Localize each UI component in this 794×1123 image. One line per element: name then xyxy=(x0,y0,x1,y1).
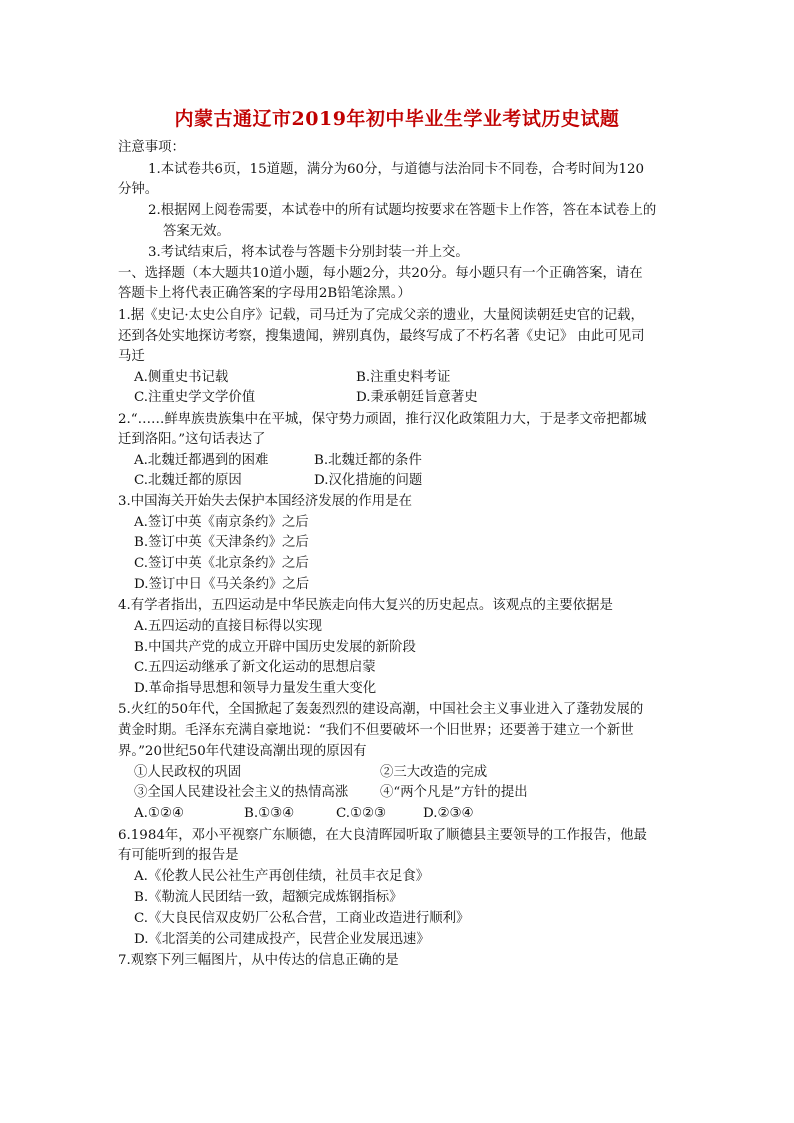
question-3-option-d: D.签订中日《马关条约》之后 xyxy=(134,577,310,592)
question-4-option-c: C.五四运动继承了新文化运动的思想启蒙 xyxy=(134,660,376,675)
question-2-stem-line-1: 2.“……鲜卑族贵族集中在平城，保守势力顽固，推行汉化政策阻力大，于是孝文帝把都城 xyxy=(118,412,647,427)
question-4-option-b: B.中国共产党的成立开辟中国历史发展的新阶段 xyxy=(134,640,416,655)
question-3-option-b: B.签订中英《天津条约》之后 xyxy=(134,535,309,550)
question-3-option-c: C.签订中英《北京条约》之后 xyxy=(134,556,309,571)
question-5-option-c: C.①②③ xyxy=(336,806,387,821)
question-2-option-c: C.北魏迁都的原因 xyxy=(134,473,242,488)
section-1-heading-line-2: 答题卡上将代表正确答案的字母用2B铅笔涂黑。） xyxy=(118,286,411,301)
question-5-statement-4: ④“两个凡是”方针的提出 xyxy=(380,785,528,800)
question-6-option-c: C.《大良民信双皮奶厂公私合营，工商业改造进行顺利》 xyxy=(134,911,470,926)
question-4-stem: 4.有学者指出，五四运动是中华民族走向伟大复兴的历史起点。该观点的主要依据是 xyxy=(118,598,613,613)
question-1-stem-line-2: 还到各处实地探访考察，搜集遗闻，辨别真伪，最终写成了不朽名著《史记》 由此可见司 xyxy=(118,329,645,344)
notice-heading: 注意事项： xyxy=(118,140,185,155)
question-3-stem: 3.中国海关开始失去保护本国经济发展的作用是在 xyxy=(118,494,412,509)
notice-item-2-line-1: 2.根据网上阅卷需要，本试卷中的所有试题均按要求在答题卡上作答，答在本试卷上的 xyxy=(148,203,657,218)
question-3-option-a: A.签订中英《南京条约》之后 xyxy=(134,515,309,530)
question-5-stem-line-2: 黄金时期。毛泽东充满自豪地说：“我们不但要破坏一个旧世界；还要善于建立一个新世 xyxy=(118,723,634,738)
question-2-stem-line-2: 迁到洛阳。”这句话表达了 xyxy=(118,432,266,447)
question-5-statement-1: ①人民政权的巩固 xyxy=(134,765,242,780)
notice-item-3: 3.考试结束后，将本试卷与答题卡分别封装一并上交。 xyxy=(148,245,469,260)
question-2-option-a: A.北魏迁都遇到的困难 xyxy=(134,453,269,468)
question-1-option-a: A.侧重史书记载 xyxy=(134,370,229,385)
question-6-option-b: B.《勒流人民团结一致，超额完成炼钢指标》 xyxy=(134,890,403,905)
question-6-stem-line-1: 6.1984年，邓小平视察广东顺德，在大良清晖园听取了顺德县主要领导的工作报告，他最 xyxy=(118,828,647,843)
question-1-stem-line-1: 1.据《史记·太史公自序》记载，司马迁为了完成父亲的遗业，大量阅读朝廷史官的记载， xyxy=(118,308,644,323)
section-1-heading-line-1: 一、选择题（本大题共10道小题，每小题2分，共20分。每小题只有一个正确答案，请在 xyxy=(118,266,643,281)
question-2-option-b: B.北魏迁都的条件 xyxy=(314,453,422,468)
question-2-option-d: D.汉化措施的问题 xyxy=(314,473,423,488)
question-1-option-d: D.秉承朝廷旨意著史 xyxy=(356,390,478,405)
question-5-option-d: D.②③④ xyxy=(423,806,474,821)
question-5-option-a: A.①②④ xyxy=(134,806,184,821)
question-1-option-c: C.注重史学文学价值 xyxy=(134,390,256,405)
question-5-statement-3: ③全国人民建设社会主义的热情高涨 xyxy=(134,785,349,800)
question-1-option-b: B.注重史料考证 xyxy=(356,370,451,385)
question-4-option-d: D.革命指导思想和领导力量发生重大变化 xyxy=(134,681,377,696)
question-6-option-d: D.《北滘美的公司建成投产，民营企业发展迅速》 xyxy=(134,932,430,947)
notice-item-2-line-2: 答案无效。 xyxy=(163,224,230,239)
question-1-stem-line-3: 马迁 xyxy=(118,349,145,364)
question-5-stem-line-3: 界。”20世纪50年代建设高潮出现的原因有 xyxy=(118,744,367,759)
question-6-stem-line-2: 有可能听到的报告是 xyxy=(118,848,239,863)
question-5-option-b: B.①③④ xyxy=(244,806,295,821)
notice-item-1-line-2: 分钟。 xyxy=(118,182,159,197)
question-6-option-a: A.《伦教人民公社生产再创佳绩，社员丰衣足食》 xyxy=(134,869,430,884)
question-5-statement-2: ②三大改造的完成 xyxy=(380,765,488,780)
exam-title: 内蒙古通辽市2019年初中毕业生学业考试历史试题 xyxy=(174,108,620,130)
question-5-stem-line-1: 5.火红的50年代，全国掀起了轰轰烈烈的建设高潮，中国社会主义事业进入了蓬勃发展的 xyxy=(118,702,644,717)
question-7-stem: 7.观察下列三幅图片，从中传达的信息正确的是 xyxy=(118,953,399,968)
notice-item-1-line-1: 1.本试卷共6页，15道题，满分为60分，与道德与法治同卡不同卷，合考时间为120 xyxy=(148,162,645,177)
question-4-option-a: A.五四运动的直接目标得以实现 xyxy=(134,619,323,634)
